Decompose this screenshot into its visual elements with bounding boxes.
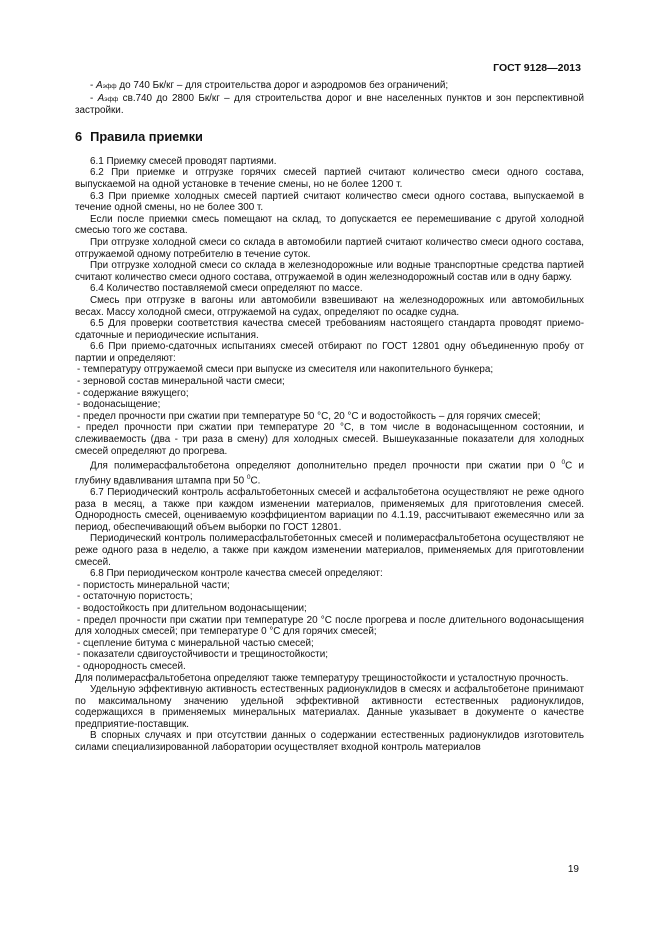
list-item: - остаточную пористость; (77, 591, 193, 603)
paragraph: 6.2 При приемке и отгрузке горячих смесей партией считают количество смеси одного состава, выпускаемой на одной установке в течение смены, но не более 1200 т. (75, 167, 584, 190)
paragraph: 6.1 Приемку смесей проводят партиями. (90, 155, 277, 167)
list-item: - показатели сдвигоустойчивости и трещиностойкости; (77, 649, 328, 661)
section-heading: 6 Правила приемки (75, 128, 203, 144)
paragraph: 6.3 При приемке холодных смесей партией считают количество смеси одного состава, выпускаемой в течение одной смены, но не более 300 т. (75, 190, 584, 214)
paragraph: Если после приемки смесь помещают на склад, то допускается ее перемешивание с другой холодной смесью того же состава. (75, 213, 584, 237)
list-item: - предел прочности при сжатии при температуре 20 °С после прогрева и после длительного водонасыщения для холодных смесей; при температуре 0 °С для горячих смесей; (75, 614, 584, 638)
paragraph: Периодический контроль полимерасфальтобетонных смесей и полимерасфальтобетона осуществляют не реже одного раза в неделю, а также при каждом изменении материалов, применяемых для приготовлении смесей. (75, 533, 584, 568)
paragraph: Удельную эффективную активность естественных радионуклидов в смесях и асфальтобетоне принимают по максимальному значению удельной эффективной активности естественных радионуклидов, содержащихся в применяемых минеральных материалах. Данные указывает в документе о качестве предприятие-поставщик. (75, 684, 584, 730)
paragraph: При отгрузке холодной смеси со склада в автомобили партией считают количество смеси одного состава, отгружаемой одному потребителю в течение суток. (75, 236, 584, 260)
paragraph: 6.6 При приемо-сдаточных испытаниях смесей отбирают по ГОСТ 12801 одну объединенную пробу от партии и определяют: (75, 341, 584, 364)
list-item: - предел прочности при сжатии при температуре 20 °С, в том числе в водонасыщенном состоянии, и слеживаемость (два - три раза в смену) для холодных смесей. Вышеуказанные показатели для холодных смесей определяют до прогрева. (75, 422, 584, 457)
paragraph: Смесь при отгрузке в вагоны или автомобили взвешивают на железнодорожных или автомобильных весах. Массу холодной смеси, отгружаемой на судах, определяют по осадке судна. (75, 294, 584, 318)
standard-header: ГОСТ 9128—2013 (493, 62, 581, 74)
list-item: - водостойкость при длительном водонасыщении; (77, 602, 307, 614)
list-item: - сцепление битума с минеральной частью смесей; (77, 637, 314, 649)
paragraph: 6.5 Для проверки соответствия качества смесей требованиям настоящего стандарта проводят приемо-сдаточные и периодические испытания. (75, 318, 584, 341)
paragraph: Для полимерасфальтобетона определяют также температуру трещиностойкости и усталостную прочность. (75, 672, 569, 684)
paragraph: В спорных случаях и при отсутствии данных о содержании естественных радионуклидов изготовитель силами специализированной лаборатории осуществляет входной контроль материалов (75, 730, 584, 754)
paragraph: 6.7 Периодический контроль асфальтобетонных смесей и асфальтобетона осуществляют не реже одного раза в месяц, а также при каждом изменении материалов, применяемых для приготовления смесей. Однородность смесей, оцениваемую коэффициентом вариации по 4.1.19, рассчитывают ежемесячно или за период, обеспечивающий объем выборки по ГОСТ 12801. (75, 487, 584, 533)
list-item: - однородность смесей. (77, 660, 186, 672)
paragraph: 6.8 При периодическом контроле качества смесей определяют: (90, 568, 383, 580)
page-content (75, 80, 584, 754)
list-item: - содержание вяжущего; (77, 387, 189, 399)
pmab-paragraph: Для полимерасфальтобетона определяют дополнительно предел прочности при сжатии при 0 $^0$С и глубину вдавливания штампа при 50 $^0$С. (75, 459, 584, 487)
list-item: - предел прочности при сжатии при температуре 50 °С, 20 °С и водостойкость – для горячих смесей; (77, 410, 541, 422)
list-item: - температуру отгружаемой смеси при выпуске из смесителя или накопительного бункера; (77, 364, 494, 376)
list-item: - зерновой состав минеральной части смеси; (77, 376, 285, 388)
intro-line-1: - Aэфф до 740 Бк/кг – для строительства дорог и аэродромов без ограничений; (90, 80, 449, 91)
list-item: - водонасыщение; (77, 399, 161, 411)
paragraph: 6.4 Количество поставляемой смеси определяют по массе. (90, 283, 363, 295)
paragraph: При отгрузке холодной смеси со склада в железнодорожные или водные транспортные средства партией считают количество смеси одного состава, отгружаемой в один железнодорожный состав или в одну баржу. (75, 260, 584, 283)
page-number: 19 (567, 864, 579, 875)
intro-line-2: - Aэфф св.740 до 2800 Бк/кг – для строительства дорог и вне населенных пунктов и зон перспективной застройки. (75, 92, 584, 117)
list-item: - пористость минеральной части; (77, 579, 230, 591)
